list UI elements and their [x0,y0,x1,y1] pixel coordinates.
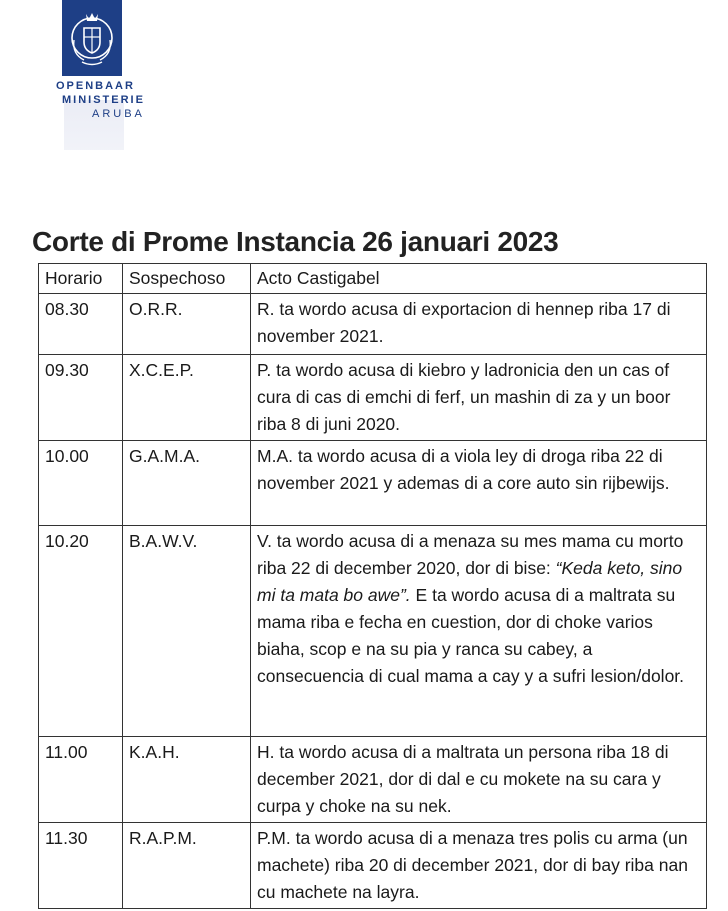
cell-suspect: B.A.W.V. [123,526,251,737]
cell-suspect: O.R.R. [123,294,251,355]
table-row [39,823,707,909]
act-text-post: E ta wordo acusa di a maltrata su mama riba e fecha en cuestion, dor di choke varios biaha, scop e na su pia y ranca su cabey, a consecuencia di cual mama a cay y a sufri lesion/dolor. [257,585,685,686]
cell-time: 11.30 [39,823,123,909]
cell-act: P.M. ta wordo acusa di a menaza tres polis cu arma (un machete) riba 20 di december 2021, dor di bay riba nan cu machete na layra. [251,823,707,909]
coat-of-arms-icon [62,0,122,76]
ministry-logo [56,0,186,150]
page-title: Corte di Prome Instancia 26 januari 2023 [32,226,559,257]
cell-act [251,526,707,737]
cell-time: 09.30 [39,355,123,441]
cell-time: 10.20 [39,526,123,737]
table-header-row [39,264,707,294]
cell-time: 10.00 [39,441,123,526]
table-row [39,737,707,823]
act-text-pre: V. ta wordo acusa di a menaza su mes mama cu morto riba 22 di december 2020, dor di bise: [257,531,684,578]
table-row [39,441,707,526]
cell-act: P. ta wordo acusa di kiebro y ladronicia den un cas of cura di cas di emchi di ferf, un mashin di za y un boor riba 8 di juni 2020. [251,355,707,441]
cell-time: 08.30 [39,294,123,355]
header-horario: Horario [39,264,123,294]
cell-suspect: R.A.P.M. [123,823,251,909]
logo-text-openbaar: OPENBAAR [56,80,135,92]
act-quote: “Keda keto, sino mi ta mata bo awe”. [257,558,683,605]
header-acto-castigabel: Acto Castigabel [251,264,707,294]
court-schedule-table [38,263,707,909]
logo-text-ministerie: MINISTERIE [62,94,145,106]
cell-suspect: K.A.H. [123,737,251,823]
logo-text-aruba: ARUBA [92,108,145,120]
cell-suspect: G.A.M.A. [123,441,251,526]
table-row [39,355,707,441]
cell-time: 11.00 [39,737,123,823]
cell-act: M.A. ta wordo acusa di a viola ley di droga riba 22 di november 2021 y ademas di a core auto sin rijbewijs. [251,441,707,526]
cell-act: H. ta wordo acusa di a maltrata un persona riba 18 di december 2021, dor di dal e cu mokete na su cara y curpa y choke na su nek. [251,737,707,823]
cell-suspect: X.C.E.P. [123,355,251,441]
header-sospechoso: Sospechoso [123,264,251,294]
table-row [39,294,707,355]
cell-act: R. ta wordo acusa di exportacion di hennep riba 17 di november 2021. [251,294,707,355]
table-row [39,526,707,737]
